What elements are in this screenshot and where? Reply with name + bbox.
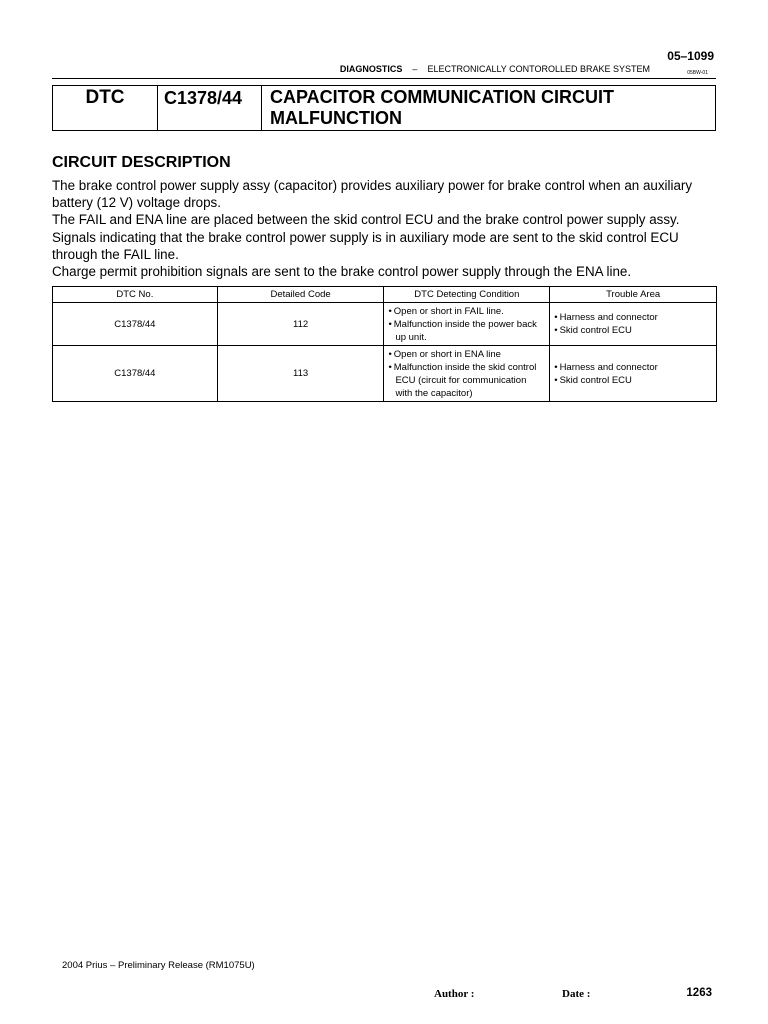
cell-trouble-area — [550, 303, 717, 346]
condition-item: • Open or short in FAIL line. — [388, 305, 545, 318]
cell-detecting-condition — [384, 346, 550, 402]
document-code: 05BW-01 — [687, 70, 708, 76]
page-number: 05–1099 — [667, 49, 714, 63]
condition-item: • Open or short in ENA line — [388, 348, 545, 361]
trouble-area-item: • Skid control ECU — [554, 324, 712, 337]
cell-detailed-code: 113 — [217, 346, 384, 402]
dtc-code: C1378/44 — [158, 86, 262, 130]
footer-page-number: 1263 — [686, 987, 712, 999]
cell-dtc-no: C1378/44 — [53, 303, 218, 346]
condition-item: • Malfunction inside the power back up unit. — [388, 318, 545, 344]
header-text — [340, 64, 650, 74]
running-header — [52, 64, 716, 79]
condition-item: • Malfunction inside the skid control ECU (circuit for communication with the capacitor) — [388, 361, 545, 400]
column-header-dtc-no: DTC No. — [53, 287, 218, 303]
cell-detailed-code: 112 — [217, 303, 384, 346]
header-section: DIAGNOSTICS — [339, 64, 403, 74]
circuit-description — [52, 177, 720, 280]
trouble-area-item: • Harness and connector — [554, 361, 712, 374]
dtc-table — [52, 286, 717, 402]
date-label: Date : — [562, 988, 591, 1000]
header-system: ELECTRONICALLY CONTOROLLED BRAKE SYSTEM — [427, 64, 650, 74]
author-label: Author : — [434, 988, 475, 1000]
dtc-title-box — [52, 85, 716, 131]
dtc-label: DTC — [53, 86, 158, 130]
table-row — [53, 303, 717, 346]
description-paragraph: Charge permit prohibition signals are sent to the brake control power supply through the ENA line. — [52, 264, 632, 280]
column-header-trouble-area: Trouble Area — [550, 287, 717, 303]
table-header-row — [53, 287, 717, 303]
cell-detecting-condition — [384, 303, 550, 346]
column-header-detailed-code: Detailed Code — [217, 287, 384, 303]
cell-dtc-no: C1378/44 — [53, 346, 218, 402]
trouble-area-item: • Harness and connector — [554, 311, 712, 324]
dtc-title: CAPACITOR COMMUNICATION CIRCUIT MALFUNCTION — [270, 87, 614, 128]
column-header-detecting-condition: DTC Detecting Condition — [384, 287, 550, 303]
section-heading: CIRCUIT DESCRIPTION — [52, 154, 231, 171]
trouble-area-item: • Skid control ECU — [554, 374, 712, 387]
description-paragraph: The FAIL and ENA line are placed between the skid control ECU and the brake control power supply assy. Signals indicating that the brake control power supply is in auxiliary mode are sent to the skid control ECU through the FAIL line. — [52, 212, 680, 262]
table-row — [53, 346, 717, 402]
description-paragraph: The brake control power supply assy (capacitor) provides auxiliary power for brake control when an auxiliary battery (12 V) voltage drops. — [52, 178, 693, 211]
release-note: 2004 Prius – Preliminary Release (RM1075U) — [62, 960, 255, 971]
cell-trouble-area — [550, 346, 717, 402]
header-separator: – — [412, 64, 418, 74]
